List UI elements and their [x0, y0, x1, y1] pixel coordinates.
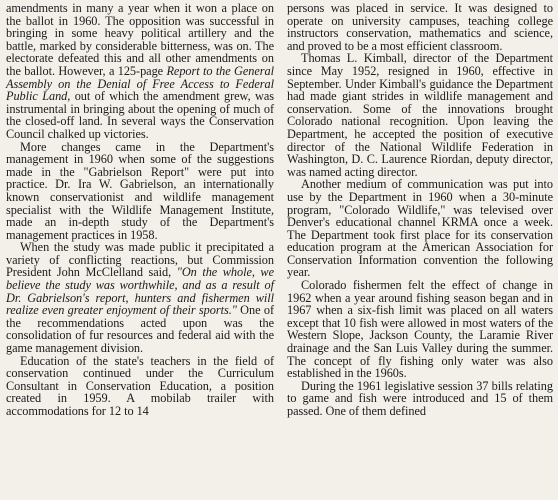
paragraph-text: During the 1961 legislative session 37 bills relating to game and fish were introduced and 15 of them passed. One of them defined: [287, 378, 553, 418]
paragraph: [6, 141, 274, 242]
paragraph-text: When the study was made public it precipitated a variety of conflicting reactions, but Commission President John McClelland said,: [6, 240, 274, 280]
paragraph-text: One of the recommendations acted upon was the consolidation of fur resources and federal aid with the game management division.: [6, 303, 274, 356]
paragraph-text: persons was placed in service. It was designed to operate on university campuses, teaching college instructors conservation, mathematics and science, and proved to be a most efficient classroom.: [287, 1, 553, 53]
paragraph-text: Another medium of communication was put into use by the Department in 1960 when a 30-minute program, "Colorado Wildlife," was televised over Denver's educational channel KRMA once a week. The Department took first place for its conservation education program at the American Association for Conservation Information convention the following year.: [287, 177, 553, 280]
paragraph: [287, 2, 553, 52]
right-column: [287, 2, 553, 418]
quotation: "On the whole, we believe the study was worthwhile, and as a result of Dr. Gabrielson's report, hunters and fishermen will realize even greater enjoyment of their sports.": [6, 265, 274, 318]
paragraph-text: More changes came in the Department's management in 1960 when some of the suggestions made in the "Gabrielson Report" were put into practice. Dr. Ira W. Gabrielson, an internationally known conservationist and wildlife management specialist with the Wildlife Management Institute, made an in-depth study of the Department's management practices in 1958.: [6, 139, 274, 242]
paragraph-text: amendments in many a year when it won a place on the ballot in 1960. The opposition was successful in bringing in some heavy political artillery and the battle, marked by considerable bitterness, was on. The electorate defeated this and all other amendments on the ballot. However, a 125-page: [6, 1, 274, 78]
paragraph: [287, 279, 553, 380]
paragraph-text: Colorado fishermen felt the effect of change in 1962 when a year around fishing season began and in 1967 when a six-fish limit was placed on all waters except that 10 fish were allowed in most waters of the Western Slope, Jackson County, the Laramie River drainage and the San Luis Valley during the summer. The concept of fly fishing only water was also established in the 1960s.: [287, 278, 553, 381]
report-title: Report to the General Assembly on the Denial of Free Access to Federal Public Land,: [6, 63, 275, 104]
paragraph-text: out of which the amendment grew, was instrumental in bringing about the opening of much of the closed-off land. In several ways the Conservation Council chalked up victories.: [6, 89, 274, 141]
paragraph: [287, 178, 553, 279]
paragraph: [6, 2, 274, 141]
paragraph: [6, 355, 274, 418]
left-column: [6, 2, 274, 418]
paragraph: [287, 52, 553, 178]
paragraph: [6, 241, 274, 354]
paragraph: [287, 380, 553, 418]
paragraph-text: Education of the state's teachers in the field of conservation continued under the Curriculum Consultant in Conservation Education, a position created in 1959. A mobilab trailer with accommodations for 12 to 14: [6, 353, 274, 418]
paragraph-text: Thomas L. Kimball, director of the Department since May 1952, resigned in 1960, effective in September. Under Kimball's guidance the Department had made giant strides in wildlife management and conservation. Some of the innovations brought Colorado national recognition. Upon leaving the Department, he accepted the position of executive director of the National Wildlife Federation in Washington, D. C. Laurence Riordan, deputy director, was named acting director.: [287, 51, 553, 179]
